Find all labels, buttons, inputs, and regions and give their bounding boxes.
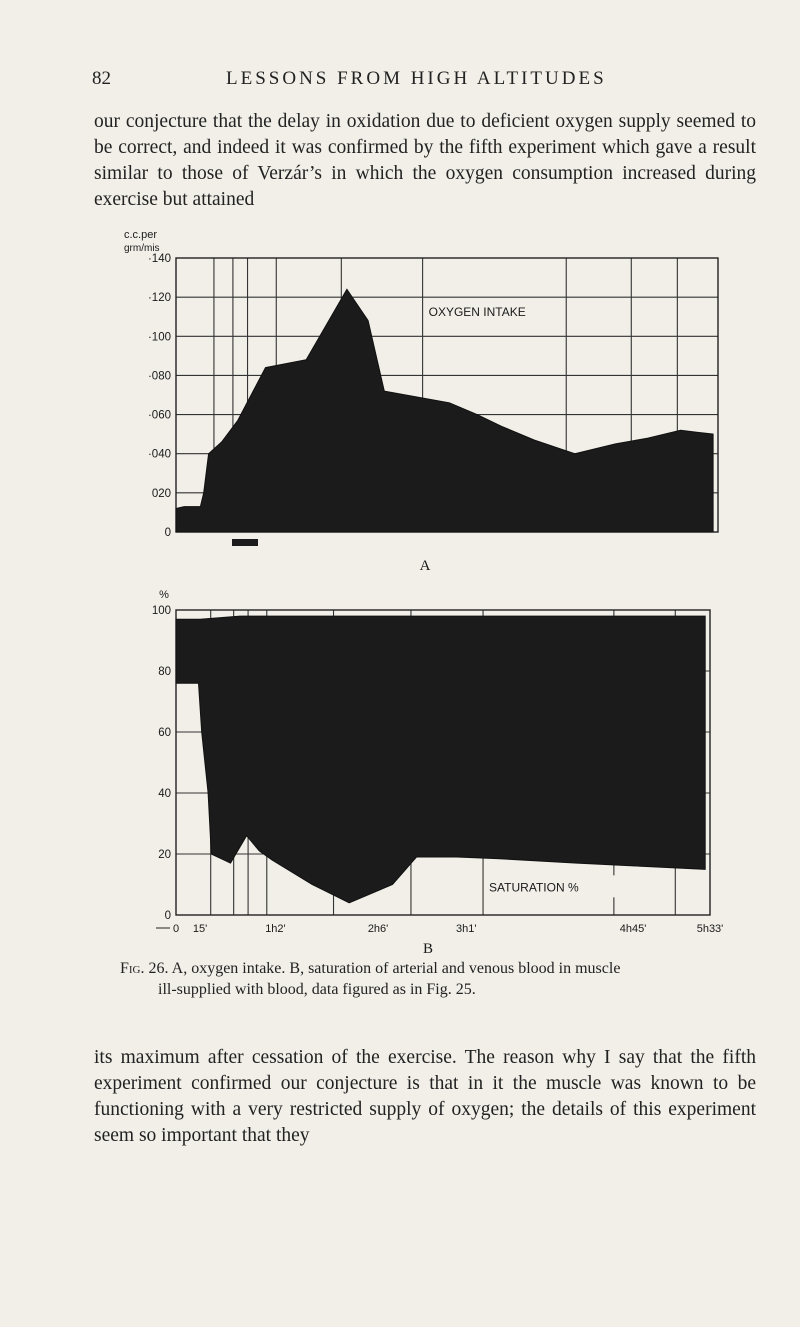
figure-caption [120,958,760,1000]
panel-label-a: A [419,558,431,574]
body-paragraph-bottom: its maximum after cessation of the exercise. The reason why I say that the fifth experiment confirmed our conjecture is that in it the muscle was known to be functioning with a very restricted supply of oxygen; the details of this experiment seem so important that they [94,1047,756,1146]
y-tick-b-2: 60 [158,727,171,739]
y-tick-a-7: 0 [164,527,171,539]
x-tick-b-6: 5h33' [696,923,724,935]
chart-saturation [152,589,723,957]
figure-26 [120,220,740,960]
area-arterial-venous-difference [176,616,705,903]
x-tick-b-5: 4h45' [619,923,647,935]
x-tick-b-0: 0 [172,923,180,935]
page-number: 82 [92,68,111,89]
caption-line1: A, oxygen intake. B, saturation of arterial and venous blood in muscle [171,960,621,977]
ylabel-a-line2: grm/mis [124,243,160,254]
caption-label: Fig. 26. [120,960,169,977]
y-tick-a-3: ·080 [147,370,171,383]
y-tick-a-2: ·100 [147,331,171,344]
annotation-saturation: SATURATION % [489,880,579,895]
y-tick-b-1: 80 [158,666,171,678]
y-tick-a-5: ·040 [147,448,171,461]
area-oxygen-intake [176,289,713,532]
annotation-oxygen-intake: OXYGEN INTAKE [428,305,526,320]
x-tick-b-1: 15' [192,923,208,935]
y-tick-a-4: ·060 [147,409,171,422]
x-tick-b-3: 2h6' [367,923,389,935]
x-tick-b-2: 1h2' [265,923,286,935]
x-tick-b-4: 3h1' [456,923,477,935]
ylabel-a-line1: c.c.per [124,229,158,241]
y-tick-b-3: 40 [158,788,171,800]
body-paragraph-top: our conjecture that the delay in oxidation due to deficient oxygen supply seemed to be correct, and indeed it was confirmed by the fifth experiment which gave a result similar to those of Verzár’s in which the oxygen consumption increased during exercise but attained [94,111,756,210]
ylabel-b: % [159,589,169,601]
page-header [92,68,732,92]
running-title: LESSONS FROM HIGH ALTITUDES [226,68,607,89]
exercise-marker-a [232,539,258,546]
y-tick-a-0: ·140 [147,253,171,265]
y-tick-a-6: 020 [151,487,171,500]
y-tick-a-1: ·120 [147,292,171,305]
chart-oxygen-intake [124,229,718,574]
y-tick-b-4: 20 [158,849,171,861]
caption-line2: ill-supplied with blood, data figured as in Fig. 25. [158,981,476,998]
y-tick-b-0: 100 [151,605,171,617]
y-tick-b-5: 0 [164,910,171,922]
panel-label-b: B [422,941,434,957]
